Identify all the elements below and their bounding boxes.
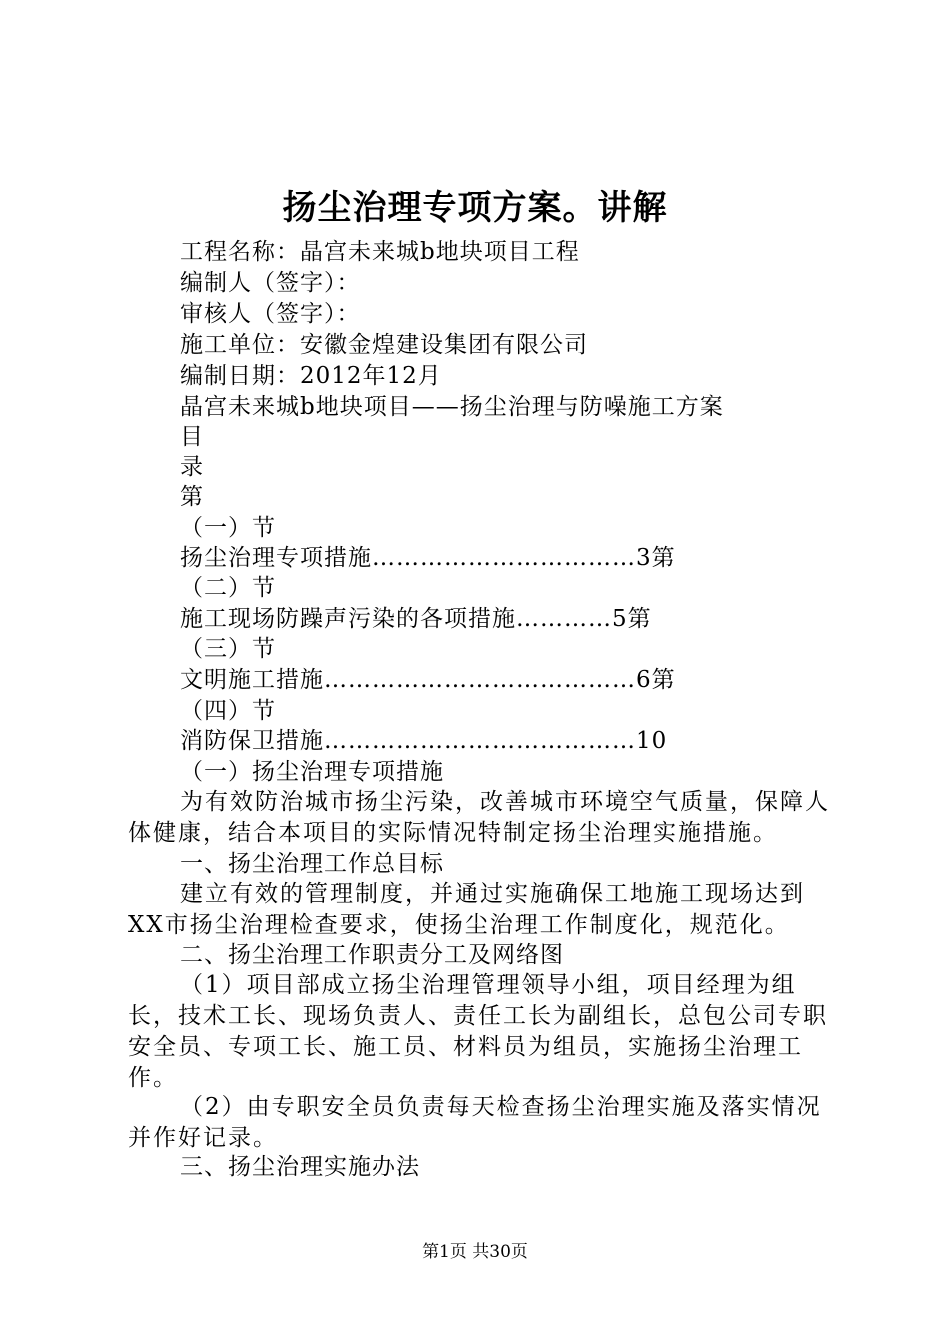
page-footer: 第1页 共30页 [422,1242,528,1262]
toc-entry: 施工现场防躁声污染的各项措施…………5第 [180,606,652,632]
toc-heading-char-2: 录 [180,454,204,480]
compile-date-line: 编制日期：2012年12月 [180,363,442,389]
heading-implementation: 三、扬尘治理实施办法 [180,1154,420,1180]
responsibility-paragraph-1: （1）项目部成立扬尘治理管理领导小组，项目经理为组长，技术工长、现场负责人、责任工长为副组长，总包公司专职安全员、专项工长、施工员、材料员为组员，实施扬尘治理工作。 [128,972,828,1091]
toc-entry: 扬尘治理专项措施……………………………3第 [180,545,676,571]
goal-paragraph: 建立有效的管理制度，并通过实施确保工地施工现场达到XX市扬尘治理检查要求，使扬尘治理工作制度化，规范化。 [128,881,805,938]
document-title: 扬尘治理专项方案。讲解 [282,188,668,228]
section-heading: （一）扬尘治理专项措施 [180,759,444,785]
toc-line: （一）节 [180,515,276,541]
heading-goal: 一、扬尘治理工作总目标 [180,851,444,877]
compiler-line: 编制人（签字）： [180,270,361,296]
heading-responsibility: 二、扬尘治理工作职责分工及网络图 [180,942,564,968]
toc-line: （四）节 [180,698,276,724]
toc-entry: 文明施工措施…………………………………6第 [180,667,676,693]
plan-subtitle-line: 晶宫未来城b地块项目——扬尘治理与防噪施工方案 [180,394,724,420]
toc-line: （三）节 [180,636,276,662]
toc-entry: 消防保卫措施…………………………………10 [180,728,668,754]
responsibility-paragraph-2: （2）由专职安全员负责每天检查扬尘治理实施及落实情况并作好记录。 [128,1094,822,1151]
toc-line: （二）节 [180,575,276,601]
reviewer-line: 审核人（签字）： [180,301,361,327]
intro-paragraph: 为有效防治城市扬尘污染，改善城市环境空气质量，保障人体健康，结合本项目的实际情况特制定扬尘治理实施措施。 [128,789,830,846]
toc-line: 第 [180,484,204,510]
project-name-line: 工程名称：晶宫未来城b地块项目工程 [180,239,580,265]
construction-unit-line: 施工单位：安徽金煌建设集团有限公司 [180,332,588,358]
toc-heading-char-1: 目 [180,424,204,450]
